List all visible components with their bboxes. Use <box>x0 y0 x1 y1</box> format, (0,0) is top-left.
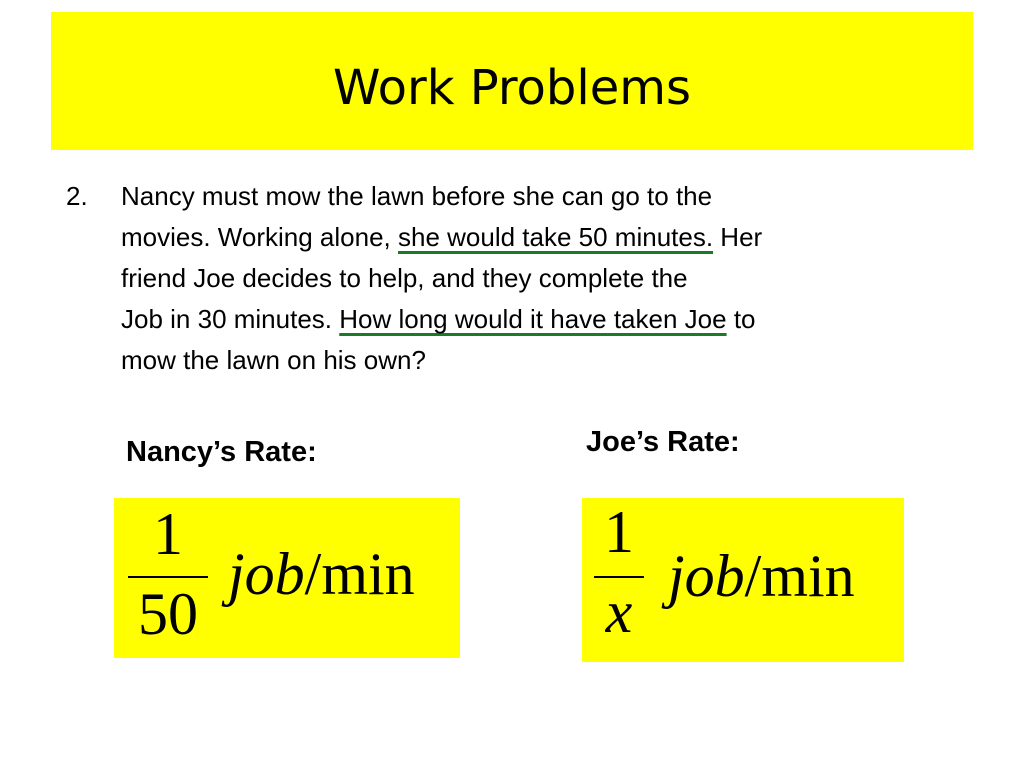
joe-unit-rest: /min <box>744 543 855 609</box>
joe-rate-label: Joe’s Rate: <box>586 426 740 458</box>
joe-denominator: x <box>605 579 633 645</box>
nancy-numerator: 1 <box>153 501 183 567</box>
problem-line-3: friend Joe decides to help, and they complete the <box>121 263 688 293</box>
nancy-rate-formula <box>114 498 460 658</box>
problem-line-4-end: to <box>726 304 756 334</box>
problem-line-1: Nancy must mow the lawn before she can go to the <box>121 181 713 211</box>
problem-line-4-start: Job in 30 minutes. <box>121 304 340 334</box>
problem-number: 2. <box>66 181 88 211</box>
joe-numerator: 1 <box>604 499 634 565</box>
problem-line-4 <box>121 299 756 340</box>
nancy-unit-rest: /min <box>304 541 415 607</box>
joe-unit <box>668 542 855 611</box>
nancy-denominator: 50 <box>138 581 198 647</box>
underlined-question: How long would it have taken Joe <box>339 304 727 334</box>
nancy-unit-job: job <box>228 541 305 607</box>
problem-line-5: mow the lawn on his own? <box>121 345 426 375</box>
slide-title: Work Problems <box>332 60 692 116</box>
joe-unit-job: job <box>668 543 745 609</box>
title-banner <box>51 12 973 150</box>
problem-line-2-end: Her <box>713 222 763 252</box>
joe-rate-formula <box>582 498 904 662</box>
problem-line-2 <box>121 217 762 258</box>
problem-line-2-start: movies. Working alone, <box>121 222 398 252</box>
underlined-nancy-time: she would take 50 minutes. <box>397 222 714 252</box>
nancy-fraction-bar <box>128 576 208 578</box>
nancy-rate-label: Nancy’s Rate: <box>126 436 317 468</box>
nancy-unit <box>228 540 415 609</box>
